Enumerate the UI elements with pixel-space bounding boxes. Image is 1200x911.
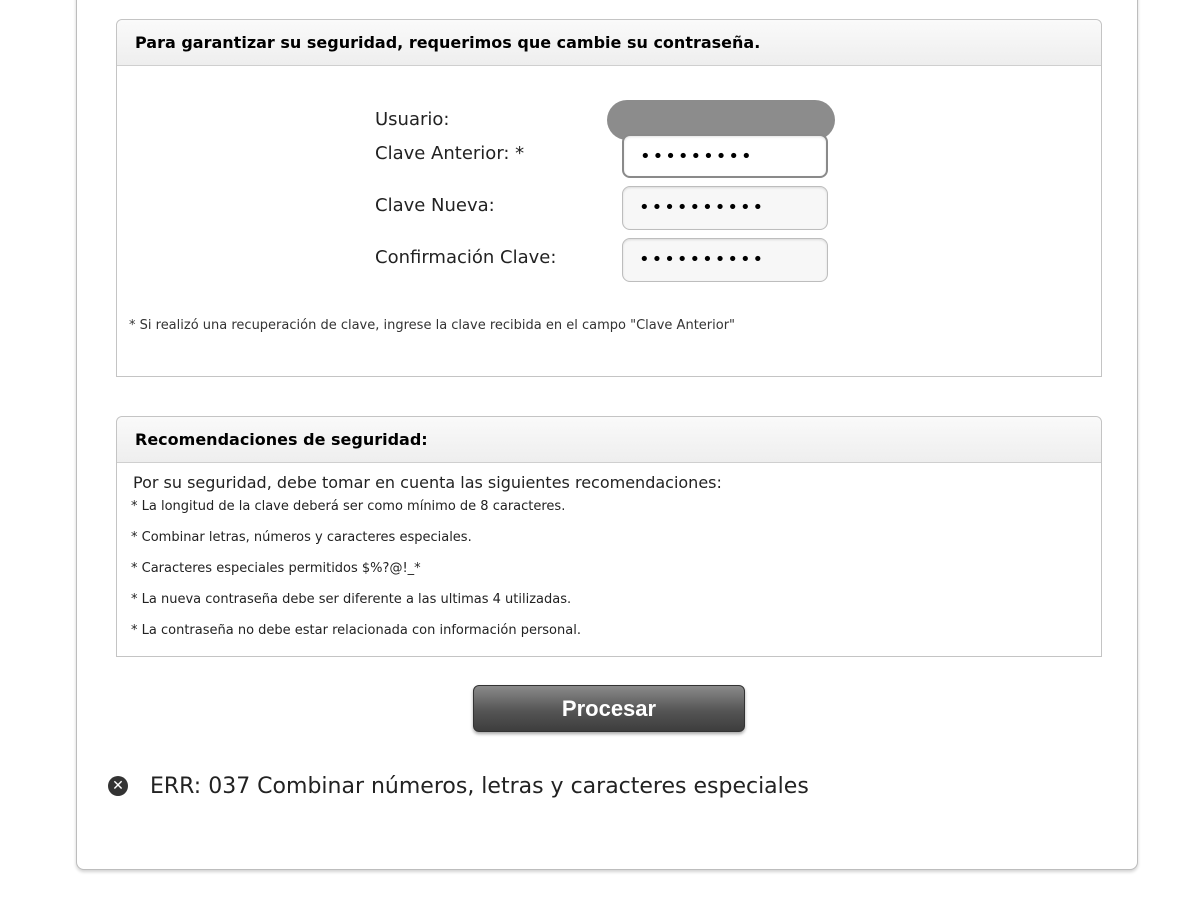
new-password-input[interactable]: •••••••••• xyxy=(622,186,828,230)
confirm-password-input[interactable]: •••••••••• xyxy=(622,238,828,282)
process-button[interactable]: Procesar xyxy=(473,685,745,732)
recommendation-item: * La contraseña no debe estar relacionada con información personal. xyxy=(131,623,581,638)
password-panel-title: Para garantizar su seguridad, requerimos que cambie su contraseña. xyxy=(117,20,1101,66)
password-change-panel xyxy=(116,19,1102,377)
recommendations-title: Recomendaciones de seguridad: xyxy=(117,417,1101,463)
new-password-row xyxy=(375,186,1075,226)
new-password-label: Clave Nueva: xyxy=(375,195,495,216)
error-text: ERR: 037 Combinar números, letras y caracteres especiales xyxy=(150,773,809,799)
username-label: Usuario: xyxy=(375,109,450,130)
security-recommendations-panel xyxy=(116,416,1102,657)
recommendation-item: * Combinar letras, números y caracteres especiales. xyxy=(131,530,472,545)
error-message xyxy=(108,772,809,800)
recovery-note: * Si realizó una recuperación de clave, ingrese la clave recibida en el campo "Clave Anterior" xyxy=(129,318,736,333)
recommendation-item: * La longitud de la clave deberá ser como mínimo de 8 caracteres. xyxy=(131,499,566,514)
close-circle-icon: ✕ xyxy=(108,776,128,796)
recommendations-intro: Por su seguridad, debe tomar en cuenta las siguientes recomendaciones: xyxy=(133,473,722,492)
recommendation-item: * La nueva contraseña debe ser diferente a las ultimas 4 utilizadas. xyxy=(131,592,572,607)
confirm-password-label: Confirmación Clave: xyxy=(375,247,557,268)
old-password-row xyxy=(375,134,1075,174)
old-password-label: Clave Anterior: * xyxy=(375,143,525,164)
recommendation-item: * Caracteres especiales permitidos $%?@!_* xyxy=(131,561,421,576)
old-password-input[interactable]: ••••••••• xyxy=(622,134,828,178)
confirm-password-row xyxy=(375,238,1075,278)
